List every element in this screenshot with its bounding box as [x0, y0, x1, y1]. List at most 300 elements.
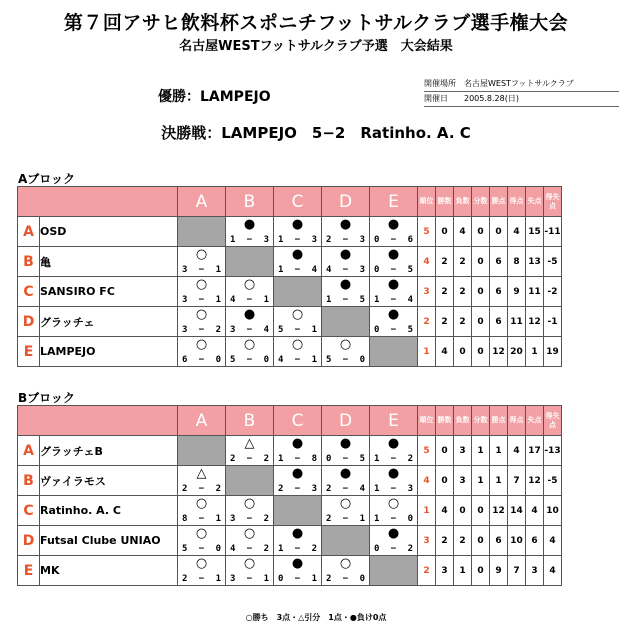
- block-b-result-cell: [322, 556, 370, 586]
- score-own: 2: [326, 484, 332, 494]
- page-title: 第７回アサヒ飲料杯スポニチフットサルクラブ選手権大会: [63, 12, 569, 34]
- score-opponent: 0: [407, 514, 413, 524]
- match-score: [178, 355, 225, 365]
- score-own: 4: [278, 355, 284, 365]
- block-a-stat-cell: 15: [526, 217, 544, 247]
- block-a-stat-cell: 1: [526, 337, 544, 367]
- score-dash: −: [342, 514, 349, 524]
- score-opponent: 1: [215, 514, 221, 524]
- block-a-stat-cell: 2: [454, 307, 472, 337]
- block-b-result-cell: [178, 556, 226, 586]
- block-a-result-cell: [322, 217, 370, 247]
- block-a-result-cell: [178, 277, 226, 307]
- score-dash: −: [342, 265, 349, 275]
- block-b-team-row: [18, 466, 562, 496]
- result-symbol: ○: [195, 496, 208, 511]
- match-score: [178, 484, 225, 494]
- block-b-result-cell: [178, 526, 226, 556]
- result-symbol: ●: [387, 526, 400, 541]
- score-dash: −: [342, 355, 349, 365]
- score-opponent: 5: [359, 295, 365, 305]
- score-own: 2: [230, 454, 236, 464]
- block-a-header-row: [18, 187, 562, 217]
- block-b-stat-cell: 4: [418, 466, 436, 496]
- block-a-result-cell: [274, 307, 322, 337]
- block-b-result-cell: [370, 466, 418, 496]
- block-a-stat-cell: 12: [490, 337, 508, 367]
- score-opponent: 0: [359, 574, 365, 584]
- match-score: [370, 484, 417, 494]
- result-symbol: ●: [339, 277, 352, 292]
- result-symbol: ●: [387, 466, 400, 481]
- block-b-header-stat: 得点: [508, 406, 526, 436]
- result-symbol: △: [196, 466, 207, 481]
- score-own: 3: [230, 574, 236, 584]
- block-b-stat-cell: 6: [490, 526, 508, 556]
- score-opponent: 1: [311, 574, 317, 584]
- result-symbol: ●: [243, 307, 256, 322]
- score-own: 6: [182, 355, 188, 365]
- score-own: 2: [326, 574, 332, 584]
- block-a-team-row: [18, 247, 562, 277]
- score-dash: −: [342, 235, 349, 245]
- match-score: [370, 295, 417, 305]
- result-symbol: ○: [195, 337, 208, 352]
- match-score: [370, 544, 417, 554]
- score-dash: −: [246, 295, 253, 305]
- block-b-team-name: Futsal Clube UNIAO: [40, 526, 178, 556]
- score-opponent: 2: [263, 544, 269, 554]
- result-symbol: ○: [195, 307, 208, 322]
- block-a-stat-cell: 12: [526, 307, 544, 337]
- block-b-stat-cell: -5: [544, 466, 562, 496]
- block-b-stat-cell: 3: [526, 556, 544, 586]
- match-score: [274, 325, 321, 335]
- block-b-result-cell: [178, 496, 226, 526]
- block-b-stat-cell: 10: [544, 496, 562, 526]
- match-score: [322, 235, 369, 245]
- score-own: 0: [326, 454, 332, 464]
- block-b-header-col: B: [226, 406, 274, 436]
- block-a-stat-cell: 8: [508, 247, 526, 277]
- block-b-stat-cell: 1: [490, 466, 508, 496]
- venue-place: 名古屋WESTフットサルクラブ: [464, 79, 574, 88]
- block-a-result-cell: [274, 247, 322, 277]
- block-a-header-stat: 失点: [526, 187, 544, 217]
- result-symbol: ●: [291, 247, 304, 262]
- score-opponent: 3: [311, 235, 317, 245]
- score-own: 2: [182, 484, 188, 494]
- score-own: 5: [230, 355, 236, 365]
- score-dash: −: [390, 295, 397, 305]
- score-opponent: 4: [311, 265, 317, 275]
- block-b-stat-cell: 0: [472, 556, 490, 586]
- block-b-stat-cell: 4: [508, 436, 526, 466]
- score-opponent: 0: [215, 544, 221, 554]
- score-opponent: 3: [407, 484, 413, 494]
- block-a-team-row: [18, 277, 562, 307]
- block-b-team-row: [18, 436, 562, 466]
- result-symbol: ●: [339, 466, 352, 481]
- result-symbol: ●: [387, 277, 400, 292]
- result-symbol: ●: [387, 307, 400, 322]
- block-b-team-name: ヴァイラモス: [40, 466, 178, 496]
- result-symbol: ●: [291, 526, 304, 541]
- block-a-stat-cell: 2: [454, 247, 472, 277]
- block-a-team-name: 亀: [40, 247, 178, 277]
- score-own: 1: [374, 295, 380, 305]
- block-b-stat-cell: 2: [436, 526, 454, 556]
- block-a-stat-cell: 2: [436, 307, 454, 337]
- block-b-stat-cell: 0: [472, 526, 490, 556]
- block-a-header-stat: 順位: [418, 187, 436, 217]
- block-b-self-match-cell: [178, 436, 226, 466]
- score-dash: −: [342, 454, 349, 464]
- block-a-result-cell: [370, 217, 418, 247]
- block-a-team-name: OSD: [40, 217, 178, 247]
- score-dash: −: [390, 544, 397, 554]
- block-b-team-row: [18, 526, 562, 556]
- final-result: 決勝戦：LAMPEJO 5−2 Ratinho. A. C: [161, 124, 471, 142]
- score-own: 3: [182, 265, 188, 275]
- block-b-label: Bブロック: [18, 391, 75, 405]
- block-b-stat-cell: 3: [436, 556, 454, 586]
- score-own: 1: [374, 484, 380, 494]
- block-a-result-cell: [226, 277, 274, 307]
- result-symbol: ○: [243, 526, 256, 541]
- result-symbol: ●: [291, 556, 304, 571]
- block-b-header-stat: 負数: [454, 406, 472, 436]
- match-score: [226, 514, 273, 524]
- venue-date-label: 開催日: [424, 94, 448, 103]
- block-a-stat-cell: 6: [490, 277, 508, 307]
- block-b-team-name: MK: [40, 556, 178, 586]
- block-b-stat-cell: 14: [508, 496, 526, 526]
- block-a-stat-cell: 4: [454, 217, 472, 247]
- block-a-stat-cell: 0: [454, 337, 472, 367]
- match-score: [178, 265, 225, 275]
- match-score: [322, 265, 369, 275]
- match-score: [178, 295, 225, 305]
- block-b-stat-cell: 4: [436, 496, 454, 526]
- score-opponent: 1: [359, 514, 365, 524]
- match-score: [226, 355, 273, 365]
- score-dash: −: [294, 325, 301, 335]
- block-a-row-letter: B: [18, 247, 40, 277]
- block-b-stat-cell: 6: [526, 526, 544, 556]
- score-own: 4: [326, 265, 332, 275]
- score-own: 1: [374, 514, 380, 524]
- block-a-stat-cell: -11: [544, 217, 562, 247]
- score-dash: −: [246, 574, 253, 584]
- block-b-result-cell: [322, 436, 370, 466]
- match-score: [274, 574, 321, 584]
- block-a-header-stat: 勝点: [490, 187, 508, 217]
- match-score: [322, 574, 369, 584]
- block-a-stat-cell: 2: [418, 307, 436, 337]
- score-opponent: 1: [215, 574, 221, 584]
- block-a-row-letter: E: [18, 337, 40, 367]
- match-score: [178, 514, 225, 524]
- score-dash: −: [342, 574, 349, 584]
- venue-info: [424, 77, 619, 107]
- block-a-stat-cell: 0: [472, 217, 490, 247]
- result-symbol: ○: [243, 556, 256, 571]
- block-b-result-cell: [274, 436, 322, 466]
- result-symbol: ○: [243, 337, 256, 352]
- match-score: [178, 544, 225, 554]
- block-a-header-stat: 負数: [454, 187, 472, 217]
- block-a-header-col: E: [370, 187, 418, 217]
- block-a-label: Aブロック: [18, 172, 76, 186]
- block-a-header-col: D: [322, 187, 370, 217]
- score-dash: −: [198, 355, 205, 365]
- block-b-result-cell: [370, 436, 418, 466]
- block-b-team-name: グラッチェB: [40, 436, 178, 466]
- score-dash: −: [342, 484, 349, 494]
- block-b-row-letter: A: [18, 436, 40, 466]
- score-opponent: 2: [215, 325, 221, 335]
- block-b-self-match-cell: [226, 466, 274, 496]
- block-a-stat-cell: 6: [490, 247, 508, 277]
- block-b-stat-cell: 4: [544, 526, 562, 556]
- score-dash: −: [246, 325, 253, 335]
- result-symbol: ○: [195, 526, 208, 541]
- block-b-row-letter: C: [18, 496, 40, 526]
- block-a-result-cell: [274, 217, 322, 247]
- block-b-header-col: D: [322, 406, 370, 436]
- block-a-stat-cell: 20: [508, 337, 526, 367]
- block-a-result-cell: [226, 217, 274, 247]
- block-a-stat-cell: 4: [418, 247, 436, 277]
- match-score: [226, 454, 273, 464]
- block-b-stat-cell: 4: [544, 556, 562, 586]
- score-dash: −: [246, 235, 253, 245]
- score-own: 5: [182, 544, 188, 554]
- block-a-stat-cell: 0: [472, 277, 490, 307]
- score-own: 1: [278, 544, 284, 554]
- match-score: [322, 295, 369, 305]
- score-dash: −: [294, 235, 301, 245]
- block-b-header-col: E: [370, 406, 418, 436]
- block-b-result-cell: [226, 496, 274, 526]
- block-a-result-cell: [226, 337, 274, 367]
- block-a-header-corner: [18, 187, 178, 217]
- block-b-table: [17, 405, 562, 586]
- result-symbol: ○: [339, 556, 352, 571]
- block-a-self-match-cell: [370, 337, 418, 367]
- block-b-stat-cell: 12: [490, 496, 508, 526]
- score-own: 2: [326, 514, 332, 524]
- score-opponent: 2: [263, 454, 269, 464]
- match-score: [370, 265, 417, 275]
- block-b-self-match-cell: [322, 526, 370, 556]
- block-a-stat-cell: 2: [454, 277, 472, 307]
- result-symbol: ●: [339, 247, 352, 262]
- score-opponent: 2: [215, 484, 221, 494]
- score-dash: −: [198, 295, 205, 305]
- block-b-header-stat: 勝点: [490, 406, 508, 436]
- score-opponent: 0: [215, 355, 221, 365]
- score-own: 4: [230, 544, 236, 554]
- block-a-self-match-cell: [274, 277, 322, 307]
- score-own: 3: [230, 514, 236, 524]
- score-opponent: 3: [359, 235, 365, 245]
- block-b-stat-cell: 1: [454, 556, 472, 586]
- score-opponent: 1: [311, 325, 317, 335]
- score-opponent: 1: [215, 265, 221, 275]
- block-a-result-cell: [178, 247, 226, 277]
- block-b-result-cell: [226, 526, 274, 556]
- block-a-stat-cell: 6: [490, 307, 508, 337]
- score-own: 0: [374, 235, 380, 245]
- block-a-stat-cell: 3: [418, 277, 436, 307]
- block-a-result-cell: [322, 337, 370, 367]
- block-b-stat-cell: 10: [508, 526, 526, 556]
- score-dash: −: [246, 544, 253, 554]
- score-dash: −: [198, 544, 205, 554]
- block-a-table: [17, 186, 562, 367]
- score-opponent: 2: [407, 454, 413, 464]
- match-score: [322, 484, 369, 494]
- score-own: 3: [182, 295, 188, 305]
- block-b-result-cell: [370, 526, 418, 556]
- block-a-header-col: C: [274, 187, 322, 217]
- result-symbol: ○: [243, 496, 256, 511]
- block-a-stat-cell: -5: [544, 247, 562, 277]
- block-b-header-stat: 順位: [418, 406, 436, 436]
- block-b-stat-cell: 1: [418, 496, 436, 526]
- block-b-result-cell: [274, 466, 322, 496]
- venue-place-row: [424, 77, 619, 92]
- block-b-row-letter: E: [18, 556, 40, 586]
- block-b-stat-cell: 3: [418, 526, 436, 556]
- block-b-self-match-cell: [370, 556, 418, 586]
- block-b-team-name: Ratinho. A. C: [40, 496, 178, 526]
- score-opponent: 0: [263, 355, 269, 365]
- block-b-stat-cell: 0: [436, 466, 454, 496]
- score-dash: −: [294, 454, 301, 464]
- block-b-stat-cell: 5: [418, 436, 436, 466]
- block-b-row-letter: D: [18, 526, 40, 556]
- block-b-result-cell: [322, 496, 370, 526]
- score-own: 2: [326, 235, 332, 245]
- match-score: [274, 544, 321, 554]
- block-a-header-stat: 得点: [508, 187, 526, 217]
- block-b-stat-cell: 9: [490, 556, 508, 586]
- score-opponent: 3: [311, 484, 317, 494]
- score-own: 1: [374, 454, 380, 464]
- block-a-stat-cell: 11: [526, 277, 544, 307]
- score-own: 5: [278, 325, 284, 335]
- score-own: 1: [278, 265, 284, 275]
- block-a-self-match-cell: [178, 217, 226, 247]
- match-score: [226, 544, 273, 554]
- block-b-header-col: A: [178, 406, 226, 436]
- result-symbol: ○: [339, 496, 352, 511]
- block-b-result-cell: [274, 556, 322, 586]
- block-a-stat-cell: 2: [436, 277, 454, 307]
- block-a-result-cell: [178, 307, 226, 337]
- match-score: [274, 235, 321, 245]
- block-a-result-cell: [322, 247, 370, 277]
- score-dash: −: [198, 574, 205, 584]
- result-symbol: ○: [291, 307, 304, 322]
- block-a-result-cell: [370, 307, 418, 337]
- score-dash: −: [294, 484, 301, 494]
- block-b-result-cell: [370, 496, 418, 526]
- match-score: [274, 355, 321, 365]
- score-opponent: 4: [359, 484, 365, 494]
- result-symbol: ○: [339, 337, 352, 352]
- block-b-header-stat: 分数: [472, 406, 490, 436]
- block-a-team-row: [18, 217, 562, 247]
- block-b-stat-cell: 1: [472, 466, 490, 496]
- block-a-stat-cell: 5: [418, 217, 436, 247]
- block-a-stat-cell: 11: [508, 307, 526, 337]
- match-score: [322, 454, 369, 464]
- block-a-stat-cell: 0: [472, 307, 490, 337]
- score-dash: −: [390, 265, 397, 275]
- block-a-row-letter: D: [18, 307, 40, 337]
- score-opponent: 4: [407, 295, 413, 305]
- block-a-result-cell: [370, 277, 418, 307]
- score-opponent: 1: [215, 295, 221, 305]
- block-a-stat-cell: 0: [472, 247, 490, 277]
- score-own: 1: [326, 295, 332, 305]
- result-symbol: △: [244, 436, 255, 451]
- match-score: [370, 325, 417, 335]
- score-own: 0: [374, 544, 380, 554]
- score-dash: −: [294, 544, 301, 554]
- block-a-stat-cell: 4: [436, 337, 454, 367]
- score-dash: −: [294, 355, 301, 365]
- block-b-header-stat: 得失点: [544, 406, 562, 436]
- page-subtitle: 名古屋WESTフットサルクラブ予選 大会結果: [179, 39, 453, 54]
- score-opponent: 1: [263, 295, 269, 305]
- legend: ○勝ち 3点・△引分 1点・●負け0点: [245, 613, 387, 622]
- score-dash: −: [390, 514, 397, 524]
- result-symbol: ●: [387, 436, 400, 451]
- block-a-header-stat: 得失点: [544, 187, 562, 217]
- block-b-header-row: [18, 406, 562, 436]
- score-own: 0: [374, 265, 380, 275]
- score-opponent: 8: [311, 454, 317, 464]
- match-score: [274, 265, 321, 275]
- match-score: [226, 235, 273, 245]
- score-own: 3: [230, 325, 236, 335]
- result-symbol: ●: [243, 217, 256, 232]
- score-dash: −: [246, 454, 253, 464]
- score-opponent: 2: [263, 514, 269, 524]
- block-b-stat-cell: 0: [436, 436, 454, 466]
- block-a-result-cell: [226, 307, 274, 337]
- block-b-stat-cell: -13: [544, 436, 562, 466]
- block-a-stat-cell: 1: [418, 337, 436, 367]
- block-a-stat-cell: 4: [508, 217, 526, 247]
- result-symbol: ●: [291, 436, 304, 451]
- block-b-row-letter: B: [18, 466, 40, 496]
- score-own: 2: [278, 484, 284, 494]
- score-dash: −: [246, 514, 253, 524]
- result-symbol: ○: [195, 247, 208, 262]
- score-own: 1: [278, 235, 284, 245]
- score-dash: −: [390, 454, 397, 464]
- block-b-self-match-cell: [274, 496, 322, 526]
- score-dash: −: [198, 265, 205, 275]
- block-a-result-cell: [322, 277, 370, 307]
- score-opponent: 5: [359, 454, 365, 464]
